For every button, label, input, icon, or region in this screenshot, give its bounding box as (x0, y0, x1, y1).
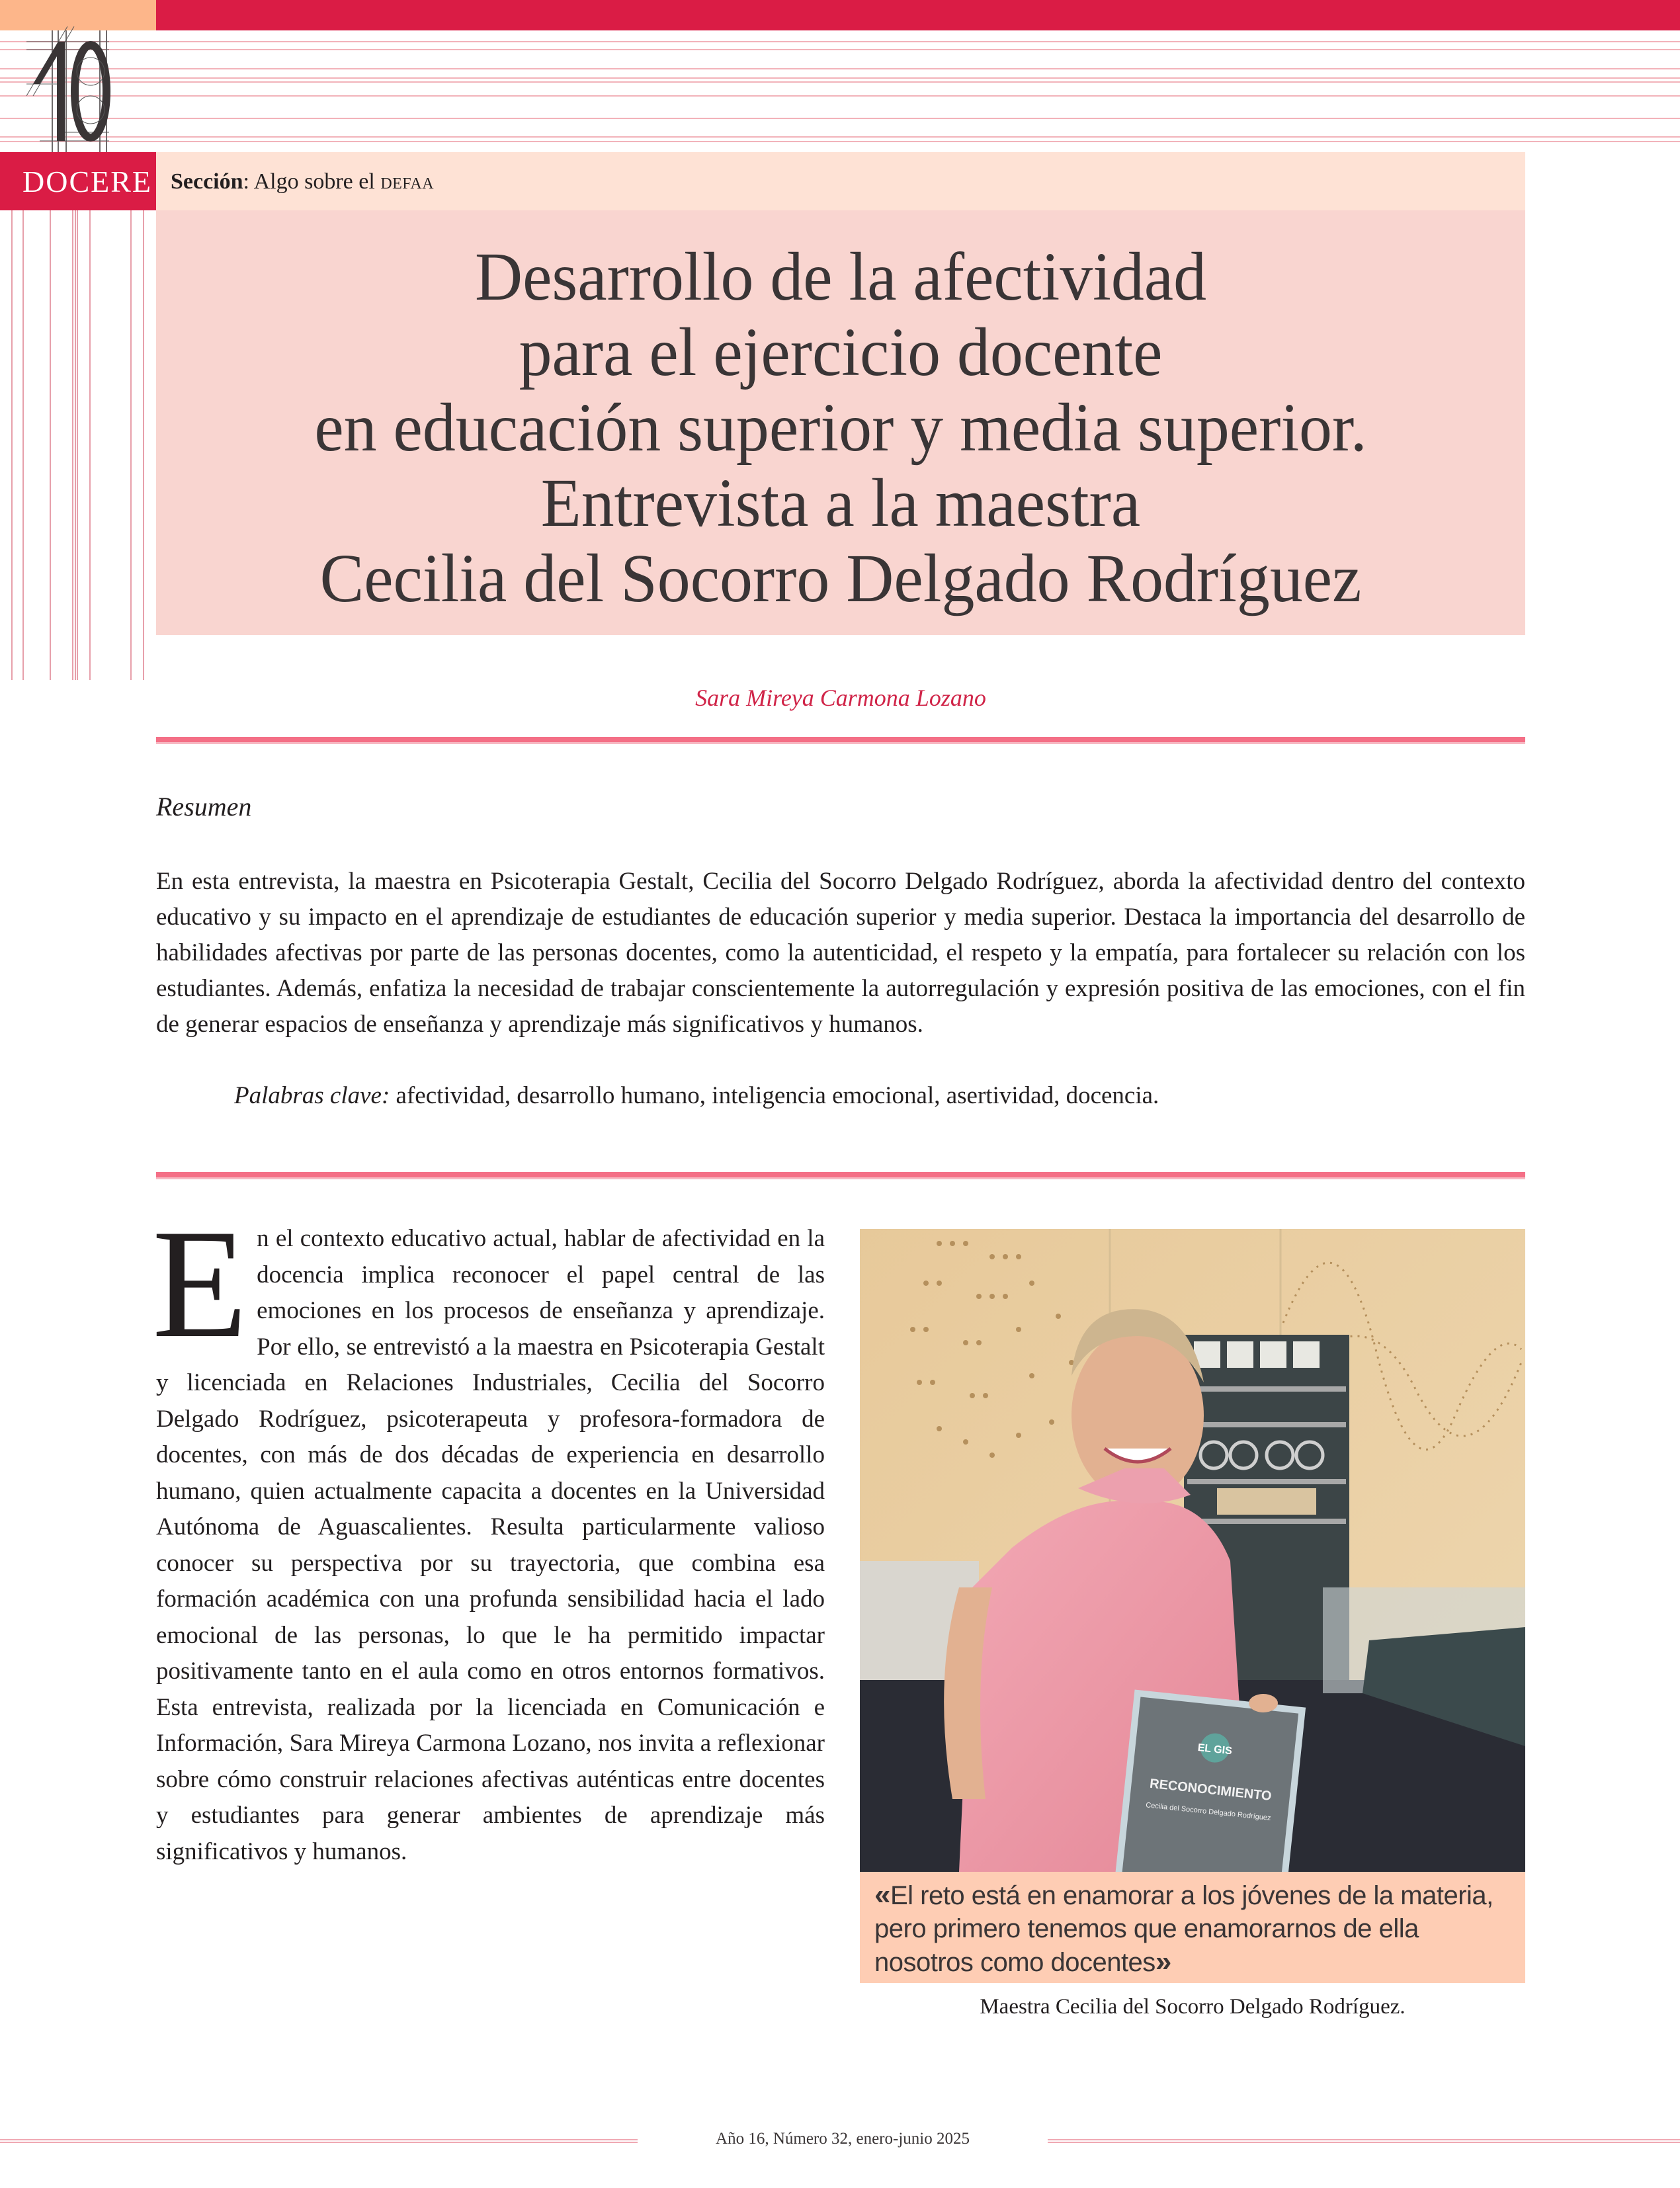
keywords (156, 1078, 1525, 1114)
quote-open-icon: « (874, 1878, 890, 1911)
title-line: en educación superior y media superior. (314, 390, 1367, 466)
article-author: Sara Mireya Carmona Lozano (695, 685, 986, 711)
certificate-badge: EL GIS (1197, 1742, 1233, 1757)
pull-quote-text: El reto está en enamorar a los jóvenes de la materia, pero primero tenemos que enamorarnos de ella nosotros como docentes (874, 1881, 1493, 1977)
page-number-graphic (26, 26, 112, 146)
footer-rule-left (0, 2139, 638, 2143)
article-title (183, 239, 1497, 616)
certificate (1117, 1693, 1302, 1873)
body-text-column (152, 1198, 825, 1870)
abstract-paragraph: En esta entrevista, la maestra en Psicoterapia Gestalt, Cecilia del Socorro Delgado Rodríguez, aborda la afectividad dentro del contexto educativo y su impacto en el aprendizaje de estudiantes de educación superior y media superior. Destaca la importancia del desarrollo de habilidades afectivas por parte de las personas docentes, como la autenticidad, el respeto y la empatía, para fortalecer su relación con los estudiantes. Además, enfatiza la necesidad de trabajar conscientemente la autorregulación y expresión positiva de las emociones, con el fin de generar espacios de enseñanza y aprendizaje más significativos y humanos. (156, 868, 1525, 1038)
section-acronym: DEFAA (380, 175, 435, 192)
title-line: Cecilia del Socorro Delgado Rodríguez (319, 540, 1362, 616)
section-label (171, 169, 434, 197)
body-paragraph: n el contexto educativo actual, hablar de afectividad en la docencia implica reconocer el papel central de las emociones en los procesos de enseñanza y aprendizaje. Por ello, se entrevistó a la maestra en Psicoterapia Gestalt y licenciada en Relaciones Industriales, Cecilia del Socorro Delgado Rodríguez, psicoterapeuta y profesora-formadora de docentes, con más de dos décadas de experiencia en desarrollo humano, quien actualmente capacita a docentes en la Universidad Autónoma de Aguascalientes. Resulta particularmente valioso conocer su perspectiva por su trayectoria, que combina esa formación académica con una profunda sensibilidad hacia el lado emocional de las personas, lo que le ha permitido impactar positivamente tanto en el aula como en otros entornos formativos. Esta entrevista, realizada por la licenciada en Comunicación e Información, Sara Mireya Carmona Lozano, nos invita a reflexionar sobre cómo construir relaciones afectivas auténticas entre docentes y estudiantes para generar ambientes de aprendizaje más significativos y humanos. (156, 1225, 825, 1865)
section-label-prefix: Sección (171, 169, 243, 194)
certificate-heading: RECONOCIMIENTO (1149, 1776, 1273, 1804)
pull-quote (874, 1878, 1515, 1979)
journal-logo: DOCERE (22, 165, 152, 198)
keywords-list: afectividad, desarrollo humano, inteligencia emocional, asertividad, docencia. (390, 1082, 1159, 1109)
abstract-heading: Resumen (156, 792, 252, 821)
drop-cap: E (152, 1198, 248, 1370)
certificate-name: Cecilia del Socorro Delgado Rodríguez (1145, 1801, 1272, 1823)
abstract-text (156, 864, 1525, 1042)
photo-caption: Maestra Cecilia del Socorro Delgado Rodríguez. (980, 1995, 1406, 2019)
keywords-label: Palabras clave: (234, 1082, 390, 1109)
title-line: Entrevista a la maestra (540, 465, 1141, 541)
title-line: Desarrollo de la afectividad (474, 239, 1207, 315)
section-name: : Algo sobre el (243, 169, 381, 194)
quote-close-icon: » (1155, 1945, 1171, 1978)
divider-rule (156, 737, 1525, 742)
footer-issue-info: Año 16, Número 32, enero-junio 2025 (716, 2130, 970, 2148)
divider-rule (156, 1172, 1525, 1177)
footer-rule-right (1048, 2139, 1680, 2143)
title-line: para el ejercicio docente (519, 314, 1163, 390)
top-accent-bar-red (156, 0, 1680, 30)
interviewee-photo (860, 1217, 1525, 1873)
